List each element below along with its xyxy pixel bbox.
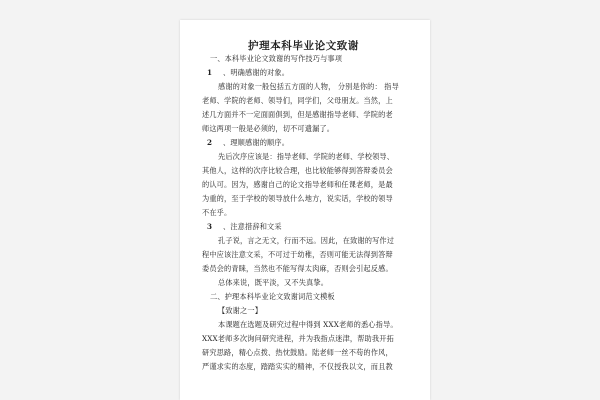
paragraph-line: 委员会的青睐，当然也不能写得太肉麻，否则会引起反感。 bbox=[202, 264, 393, 273]
document-title: 护理本科毕业论文致谢 bbox=[248, 40, 359, 52]
item-heading-3 bbox=[207, 222, 282, 232]
paragraph-line: 老师、学院的老师、领导们，同学们，父母朋友。当然，上 bbox=[202, 96, 393, 105]
sample-heading: 【致谢之一】 bbox=[218, 306, 263, 315]
paragraph-line: 本课题在选题及研究过程中得到 XXX老师的悉心指导。 bbox=[218, 320, 398, 329]
paragraph-line: 其他人，这样的次序比较合理，也比较能够得到答辩委员会 bbox=[202, 166, 393, 175]
item-number: 2 bbox=[207, 138, 213, 147]
paragraph-line: XXX老师多次询问研究进程，并为我指点迷津，帮助我开拓 bbox=[202, 334, 394, 343]
paragraph-line: 总体来说，既平淡，又不失真挚。 bbox=[218, 278, 329, 287]
section-heading-1: 一、本科毕业论文致谢的写作技巧与事项 bbox=[210, 54, 343, 63]
paragraph-line: 的认可。因为，感谢自己的论文指导老师和任课老师，是最 bbox=[202, 180, 393, 189]
paragraph-line: 严谨求实的态度，踏踏实实的精神，不仅授我以文，而且教 bbox=[202, 362, 393, 371]
paragraph-line: 师这两项一般是必须的，切不可遗漏了。 bbox=[202, 124, 335, 133]
item-heading-2 bbox=[207, 138, 289, 148]
item-heading-text: 、明确感谢的对象。 bbox=[223, 68, 290, 77]
paragraph-line: 孔子说，言之无文，行而不远。因此，在致谢的写作过 bbox=[218, 236, 395, 245]
paragraph-line: 先后次序应该是：指导老师、学院的老师、学校领导、 bbox=[218, 152, 395, 161]
paragraph-line: 述几方面并不一定面面俱到，但是感谢指导老师、学院的老 bbox=[202, 110, 393, 119]
item-number: 1 bbox=[207, 68, 213, 77]
item-heading-text: 、理顺感谢的顺序。 bbox=[223, 138, 290, 147]
item-heading-1 bbox=[207, 68, 289, 78]
paragraph-line: 程中应该注意文采，不可过于幼稚，否则可能无法得到答辩 bbox=[202, 250, 393, 259]
paragraph-line: 不在乎。 bbox=[202, 208, 232, 217]
paragraph-line: 为重的，至于学校的领导放什么地方，说实话，学校的领导 bbox=[202, 194, 393, 203]
paragraph-line: 研究思路，精心点拨、热忱鼓励。陆老师一丝不苟的作风， bbox=[202, 348, 393, 357]
paragraph-line: 感谢的对象一般包括五方面的人物， 分别是你的： 指导 bbox=[218, 82, 399, 91]
item-number: 3 bbox=[207, 222, 213, 231]
section-heading-2: 二、护理本科毕业论文致谢词范文模板 bbox=[210, 292, 335, 301]
item-heading-text: 、注意措辞和文采 bbox=[223, 222, 282, 231]
